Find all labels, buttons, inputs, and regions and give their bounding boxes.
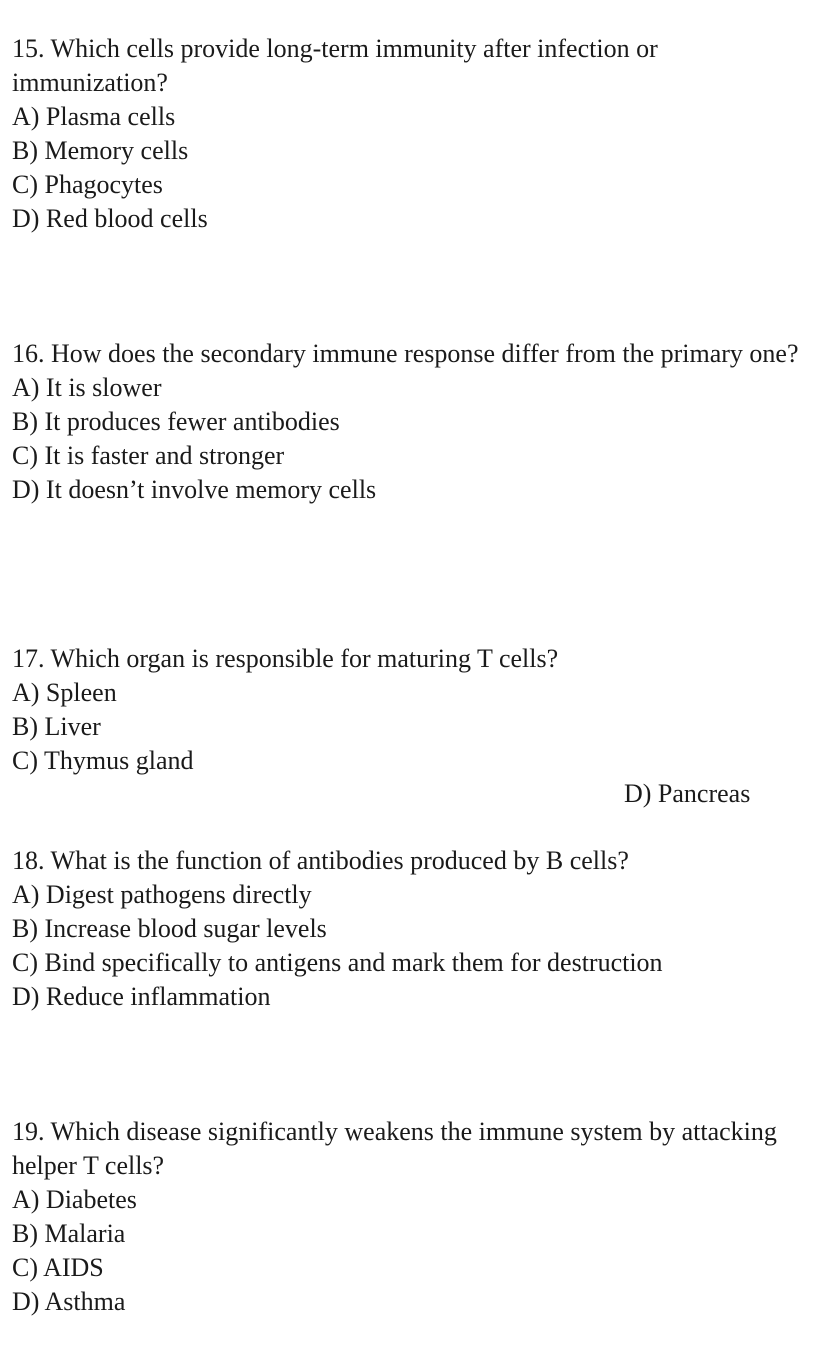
question-17 bbox=[12, 642, 802, 778]
option-d: D) It doesn’t involve memory cells bbox=[12, 475, 377, 504]
option-a: A) Plasma cells bbox=[12, 102, 176, 131]
question-16 bbox=[12, 337, 802, 507]
question-stem: 15. Which cells provide long-term immunity after infection or immunization? bbox=[12, 34, 658, 97]
option-c: C) It is faster and stronger bbox=[12, 441, 285, 470]
option-c: C) Bind specifically to antigens and mark them for destruction bbox=[12, 948, 663, 977]
option-b: B) Increase blood sugar levels bbox=[12, 914, 327, 943]
option-d: D) Red blood cells bbox=[12, 204, 208, 233]
option-a: A) Spleen bbox=[12, 678, 117, 707]
question-stem: 17. Which organ is responsible for maturing T cells? bbox=[12, 644, 559, 673]
option-a: A) Digest pathogens directly bbox=[12, 880, 312, 909]
question-stem: 18. What is the function of antibodies produced by B cells? bbox=[12, 846, 629, 875]
option-b: B) Liver bbox=[12, 712, 101, 741]
option-b: B) It produces fewer antibodies bbox=[12, 407, 340, 436]
option-a: A) It is slower bbox=[12, 373, 162, 402]
option-b: B) Malaria bbox=[12, 1219, 126, 1248]
option-d: D) Pancreas bbox=[624, 779, 751, 808]
option-d: D) Reduce inflammation bbox=[12, 982, 271, 1011]
option-c: C) AIDS bbox=[12, 1253, 104, 1282]
question-15 bbox=[12, 32, 802, 236]
option-b: B) Memory cells bbox=[12, 136, 189, 165]
option-a: A) Diabetes bbox=[12, 1185, 137, 1214]
option-c: C) Phagocytes bbox=[12, 170, 163, 199]
question-19 bbox=[12, 1115, 802, 1319]
option-c: C) Thymus gland bbox=[12, 746, 194, 775]
question-stem: 19. Which disease significantly weakens the immune system by attacking helper T cells? bbox=[12, 1117, 777, 1180]
question-18 bbox=[12, 844, 802, 1014]
option-d: D) Asthma bbox=[12, 1287, 126, 1316]
question-stem: 16. How does the secondary immune response differ from the primary one? bbox=[12, 339, 799, 368]
